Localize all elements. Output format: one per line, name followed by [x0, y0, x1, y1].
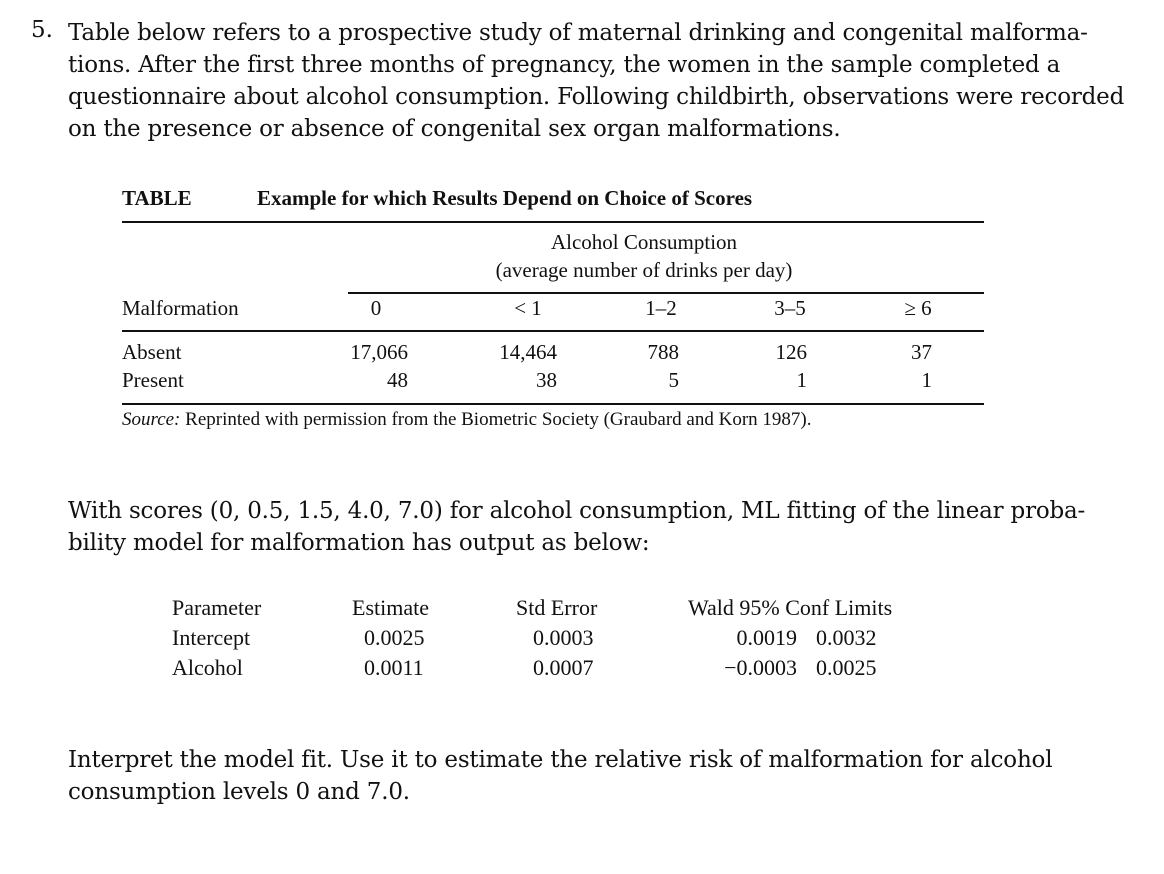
- question-text: [68, 17, 1125, 145]
- description-line: With scores (0, 0.5, 1.5, 4.0, 7.0) for alcohol consumption, ML fitting of the linear proba-: [68, 498, 1086, 524]
- model-description: [68, 495, 1118, 559]
- table-title: Example for which Results Depend on Choice of Scores: [257, 186, 753, 210]
- group-subheader: (average number of drinks per day): [495, 258, 793, 282]
- source-label: Source:: [122, 409, 181, 430]
- question-line: tions. After the first three months of pregnancy, the women in the sample completed a: [68, 52, 1061, 78]
- row-header: Malformation: [122, 296, 239, 320]
- output-std-error: 0.0003: [533, 625, 594, 650]
- table-cell: 5: [668, 368, 679, 392]
- question-line: Table below refers to a prospective study of maternal drinking and congenital malforma-: [68, 20, 1088, 46]
- table-source: [122, 409, 811, 431]
- table-cell: 17,066: [350, 340, 408, 364]
- table-cell: 1: [796, 368, 807, 392]
- output-std-error: 0.0007: [533, 655, 594, 680]
- output-header-conf-limits: Wald 95% Conf Limits: [688, 595, 893, 620]
- question-number: 5.: [31, 17, 53, 43]
- header-rule: [122, 330, 984, 332]
- instruction-line: consumption levels 0 and 7.0.: [68, 779, 410, 805]
- column-header: 0: [370, 296, 382, 320]
- output-lower-limit: −0.0003: [724, 655, 797, 680]
- table-cell: 48: [387, 368, 408, 392]
- table-label: TABLE: [122, 186, 192, 210]
- table-cell: 788: [647, 340, 679, 364]
- output-estimate: 0.0025: [364, 625, 425, 650]
- output-header-parameter: Parameter: [172, 595, 262, 620]
- column-header: < 1: [514, 296, 542, 320]
- output-upper-limit: 0.0032: [816, 625, 877, 650]
- task-instruction: [68, 744, 1118, 808]
- output-lower-limit: 0.0019: [736, 625, 797, 650]
- output-parameter: Intercept: [172, 625, 251, 650]
- instruction-line: Interpret the model fit. Use it to estimate the relative risk of malformation for alcohol: [68, 747, 1053, 773]
- question-line: on the presence or absence of congenital sex organ malformations.: [68, 116, 841, 142]
- group-header: Alcohol Consumption: [550, 230, 738, 254]
- column-header: ≥ 6: [904, 296, 932, 320]
- table-cell: 1: [921, 368, 932, 392]
- column-header: 3–5: [774, 296, 806, 320]
- group-header-rule: [348, 292, 984, 294]
- output-parameter: Alcohol: [172, 655, 243, 680]
- output-header-estimate: Estimate: [352, 595, 429, 620]
- output-estimate: 0.0011: [364, 655, 424, 680]
- table-cell: 37: [911, 340, 932, 364]
- source-text: Reprinted with permission from the Biometric Society (Graubard and Korn 1987).: [185, 409, 812, 430]
- output-header-std-error: Std Error: [516, 595, 598, 620]
- row-label: Absent: [122, 340, 182, 364]
- column-header: 1–2: [645, 296, 677, 320]
- description-line: bility model for malformation has output as below:: [68, 530, 650, 556]
- table-cell: 14,464: [499, 340, 557, 364]
- table-cell: 126: [775, 340, 807, 364]
- row-label: Present: [122, 368, 184, 392]
- output-upper-limit: 0.0025: [816, 655, 877, 680]
- table-cell: 38: [536, 368, 557, 392]
- table-top-rule: [122, 221, 984, 223]
- question-line: questionnaire about alcohol consumption. Following childbirth, observations were recorded: [68, 84, 1125, 110]
- table-bottom-rule: [122, 403, 984, 405]
